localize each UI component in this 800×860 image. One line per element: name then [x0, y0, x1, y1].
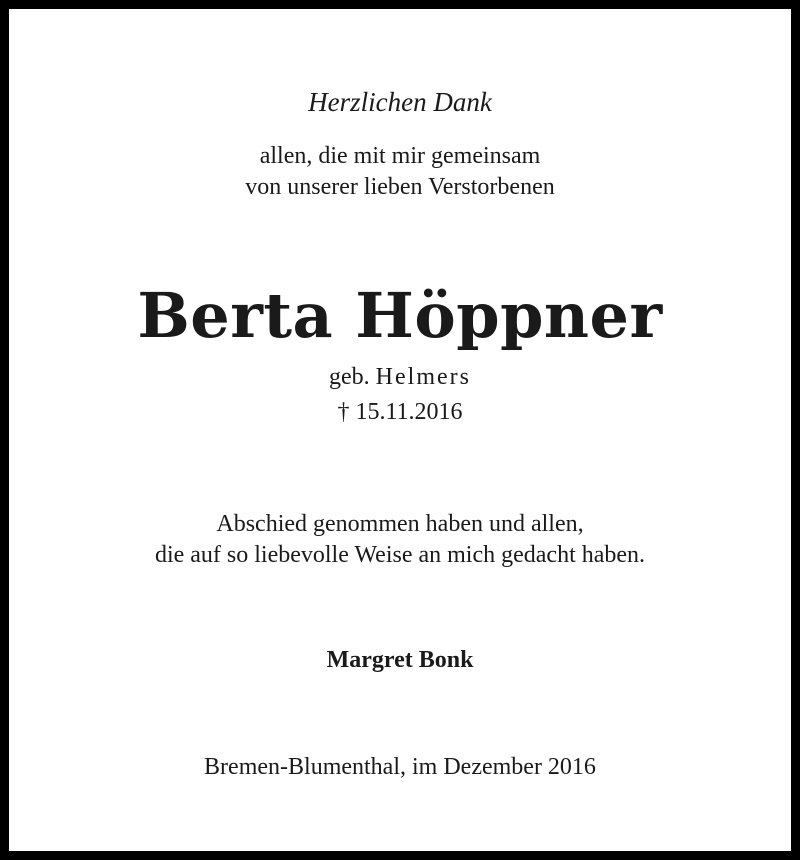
deceased-name: Berta Höppner [137, 279, 663, 352]
signer-name: Margret Bonk [326, 647, 474, 673]
closing-line-2: die auf so liebevolle Weise an mich gedacht haben. [154, 542, 646, 568]
cross-icon: † [337, 399, 350, 425]
death-date: 15.11.2016 [355, 399, 463, 425]
intro-line-1: allen, die mit mir gemeinsam [259, 143, 541, 169]
intro-text [9, 141, 791, 203]
intro-line-2: von unserer lieben Verstorbenen [245, 174, 555, 200]
place-date: Bremen-Blumenthal, im Dezember 2016 [204, 754, 596, 780]
death-date-line [9, 399, 791, 426]
maiden-name: Helmers [375, 364, 471, 390]
maiden-name-line [9, 364, 791, 391]
closing-text [9, 509, 791, 571]
maiden-prefix: geb. [329, 364, 370, 390]
notice-heading: Herzlichen Dank [308, 87, 492, 117]
closing-line-1: Abschied genommen haben und allen, [216, 511, 584, 537]
